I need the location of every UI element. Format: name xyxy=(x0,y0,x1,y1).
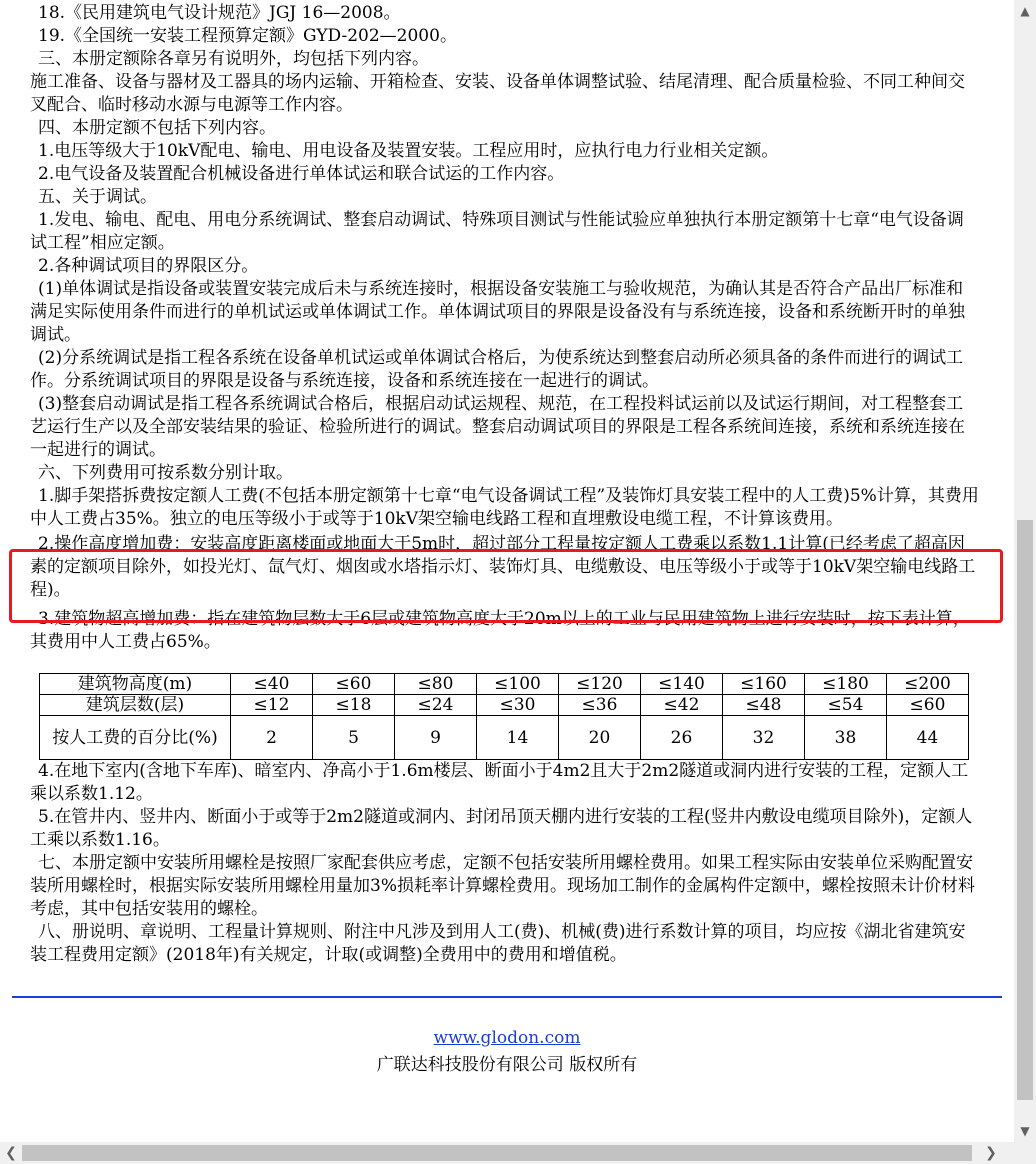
height-factor-table xyxy=(39,673,969,760)
table-row xyxy=(40,674,969,695)
paragraph: 七、本册定额中安装所用螺栓是按照厂家配套供应考虑，定额不包括安装所用螺栓费用。如果工程实际由安装单位采购配置安装所用螺栓时，根据实际安装所用螺栓用量加3%损耗率计算螺栓费用。现场加工制作的金属构件定额中，螺栓按照未计价材料考虑，其中包括安装用的螺栓。 xyxy=(30,853,975,919)
table-cell: ≤54 xyxy=(805,695,887,716)
table-cell: ≤200 xyxy=(887,674,969,695)
table-cell: ≤140 xyxy=(641,674,723,695)
footer-link-row xyxy=(0,1028,1014,1048)
paragraph: (3)整套启动调试是指工程各系统调试合格后，根据启动试运规程、规范，在工程投料试运前以及试运行期间，对工程整套工艺运行生产以及全部安装结果的验证、检验所进行的调试。整套启动调试项目的界限是工程各系统间连接，系统和系统连接在一起进行的调试。 xyxy=(30,394,965,460)
table-cell: 44 xyxy=(887,716,969,760)
footer-divider xyxy=(12,996,1002,998)
paragraph: 1.电压等级大于10kV配电、输电、用电设备及装置安装。工程应用时，应执行电力行业相关定额。 xyxy=(38,141,779,161)
table-cell: ≤12 xyxy=(231,695,313,716)
paragraph: 2.各种调试项目的界限区分。 xyxy=(38,256,259,276)
paragraph: (2)分系统调试是指工程各系统在设备单机试运或单体调试合格后，为使系统达到整套启动所必须具备的条件而进行的调试工作。分系统调试项目的界限是设备与系统连接，设备和系统连接在一起进行的调试。 xyxy=(30,348,964,391)
table-cell: 9 xyxy=(395,716,477,760)
table-cell: ≤30 xyxy=(477,695,559,716)
table-cell: 32 xyxy=(723,716,805,760)
table-cell: ≤80 xyxy=(395,674,477,695)
table-cell: 2 xyxy=(231,716,313,760)
paragraph: 4.在地下室内(含地下车库)、暗室内、净高小于1.6m楼层、断面小于4m2且大于2m2隧道或洞内进行安装的工程，定额人工乘以系数1.12。 xyxy=(30,761,969,804)
paragraph: 5.在管井内、竖井内、断面小于或等于2m2隧道或洞内、封闭吊顶天棚内进行安装的工程(竖井内敷设电缆项目除外)，定额人工乘以系数1.16。 xyxy=(30,807,973,850)
scroll-left-icon[interactable]: ❮ xyxy=(5,1145,17,1161)
paragraph: 施工准备、设备与器材及工器具的场内运输、开箱检查、安装、设备单体调整试验、结尾清理、配合质量检验、不同工种间交叉配合、临时移动水源与电源等工作内容。 xyxy=(30,72,965,115)
highlighted-paragraph: 2.操作高度增加费：安装高度距离楼面或地面大于5m时，超过部分工程量按定额人工费乘以系数1.1计算(已经考虑了超高因素的定额项目除外，如投光灯、氙气灯、烟囱或水塔指示灯、装饰灯具、电缆敷设、电压等级小于或等于10kV架空输电线路工程)。 xyxy=(30,534,976,600)
table-cell: ≤48 xyxy=(723,695,805,716)
table-row-label: 建筑层数(层) xyxy=(40,695,231,716)
paragraph: 四、本册定额不包括下列内容。 xyxy=(38,118,276,138)
table-cell: 14 xyxy=(477,716,559,760)
table-cell: ≤60 xyxy=(313,674,395,695)
document-body-continued xyxy=(30,760,980,967)
table-cell: ≤160 xyxy=(723,674,805,695)
table-row xyxy=(40,716,969,760)
table-cell: 26 xyxy=(641,716,723,760)
vertical-scrollbar[interactable] xyxy=(1014,0,1036,1142)
table-cell: ≤60 xyxy=(887,695,969,716)
table-cell: ≤40 xyxy=(231,674,313,695)
vertical-scroll-thumb[interactable] xyxy=(1017,520,1033,1100)
horizontal-scrollbar[interactable] xyxy=(0,1142,1014,1164)
paragraph: 2.电气设备及装置配合机械设备进行单体试运和联合试运的工作内容。 xyxy=(38,164,565,184)
scroll-right-icon[interactable]: ❯ xyxy=(985,1145,997,1161)
paragraph: 18.《民用建筑电气设计规范》JGJ 16—2008。 xyxy=(38,3,401,23)
table-cell: 20 xyxy=(559,716,641,760)
paragraph: 三、本册定额除各章另有说明外，均包括下列内容。 xyxy=(38,49,429,69)
paragraph: 五、关于调试。 xyxy=(38,187,157,207)
paragraph: 19.《全国统一安装工程预算定额》GYD-202—2000。 xyxy=(38,26,457,46)
table-row-label: 按人工费的百分比(%) xyxy=(40,716,231,760)
table-cell: ≤100 xyxy=(477,674,559,695)
table-cell: ≤24 xyxy=(395,695,477,716)
document-body xyxy=(30,2,980,654)
table-cell: ≤42 xyxy=(641,695,723,716)
table-cell: ≤180 xyxy=(805,674,887,695)
paragraph: (1)单体调试是指设备或装置安装完成后未与系统连接时，根据设备安装施工与验收规范，为确认其是否符合产品出厂标准和满足实际使用条件而进行的单机试运或单体调试工作。单体调试项目的界限是设备没有与系统连接，设备和系统断开时的单独调试。 xyxy=(30,279,965,345)
scroll-down-icon[interactable]: ▼ xyxy=(1020,1124,1030,1138)
website-link[interactable]: www.glodon.com xyxy=(433,1028,581,1048)
table-cell: ≤18 xyxy=(313,695,395,716)
paragraph: 1.脚手架搭拆费按定额人工费(不包括本册定额第十七章“电气设备调试工程”及装饰灯具安装工程中的人工费)5%计算，其费用中人工费占35%。独立的电压等级小于或等于10kV架空输电线路工程和直埋敷设电缆工程，不计算该费用。 xyxy=(30,486,979,529)
paragraph: 1.发电、输电、配电、用电分系统调试、整套启动调试、特殊项目测试与性能试验应单独执行本册定额第十七章“电气设备调试工程”相应定额。 xyxy=(30,210,964,253)
table-cell: ≤120 xyxy=(559,674,641,695)
table-cell: 38 xyxy=(805,716,887,760)
horizontal-scroll-thumb[interactable] xyxy=(22,1145,972,1161)
table-row-label: 建筑物高度(m) xyxy=(40,674,231,695)
table-cell: 5 xyxy=(313,716,395,760)
table-cell: ≤36 xyxy=(559,695,641,716)
paragraph: 八、册说明、章说明、工程量计算规则、附注中凡涉及到用人工(费)、机械(费)进行系数计算的项目，均应按《湖北省建筑安装工程费用定额》(2018年)有关规定，计取(或调整)全费用中的费用和增值税。 xyxy=(30,922,966,965)
table-row xyxy=(40,695,969,716)
copyright-text: 广联达科技股份有限公司 版权所有 xyxy=(376,1055,638,1075)
scroll-up-icon[interactable]: ▲ xyxy=(1020,4,1030,18)
paragraph: 六、下列费用可按系数分别计取。 xyxy=(38,463,293,483)
scrollbar-corner xyxy=(1014,1142,1036,1164)
paragraph: 3.建筑物超高增加费：指在建筑物层数大于6层或建筑物高度大于20m以上的工业与民用建筑物上进行安装时，按下表计算，其费用中人工费占65%。 xyxy=(30,609,970,652)
